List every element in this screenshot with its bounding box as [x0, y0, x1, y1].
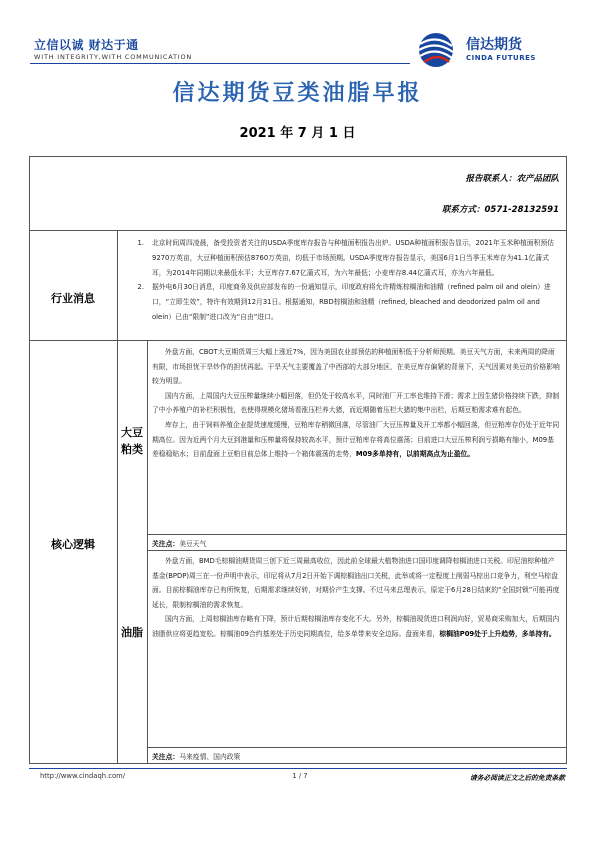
slogan-english: WITH INTEGRITY,WITH COMMUNICATION: [34, 53, 193, 61]
table-divider: [147, 534, 567, 535]
paragraph: 外盘方面，CBOT大豆期货周三大幅上涨近7%，因为美国农业部预估的种植面积低于分析师预期。美豆天气方面，未来两周的降雨有限，市场担忧干旱炒作的担忧再起。干旱天气主要覆盖了中西部的大部分地区，在美豆库存偏紧的背景下，天气因素对美豆的价格影响较为明显。: [152, 348, 560, 386]
page-number: 1 / 7: [292, 772, 308, 780]
palm-analysis: [152, 554, 560, 642]
table-divider: [147, 550, 567, 551]
table-divider: [29, 230, 567, 231]
focus-label: 关注点：: [152, 540, 180, 548]
header-divider: [30, 63, 410, 64]
table-divider: [29, 340, 567, 341]
logo-globe-icon: [412, 30, 460, 70]
soy-analysis: [152, 345, 560, 462]
company-logo: [410, 30, 570, 70]
sub-label-line: 大豆: [121, 426, 143, 439]
document-title: 信达期货豆类油脂早报: [172, 80, 423, 106]
disclaimer-note: 请务必阅读正文之后的免责条款: [469, 774, 565, 782]
paragraph: [152, 612, 560, 641]
section-label-industry-news: 行业消息: [51, 292, 95, 305]
report-contact-phone: 联系方式：0571-28132591: [441, 205, 559, 215]
slogan: 立信以诚 财达于通: [34, 38, 139, 52]
list-item: [120, 236, 558, 280]
trade-advice: 棕榈油P09处于上升趋势，多单持有。: [439, 629, 556, 638]
sub-label-line: 粕类: [121, 443, 143, 456]
paragraph-text: 库存上，由于饲料养殖企业提货速度缓慢，豆粕库存稍微回落，尽管油厂大豆压榨量及开工率都小幅回落，但豆粕库存仍处于近年同期高位。因为近两个月大豆到港量和压榨量将保持较高水平，预计豆粕库存将高位震荡；目前进口大豆压榨利润亏损略有缩小，M09基差稳稳贴水；目前盘面上豆粕目前总体上维持一个箱体震荡的走势，: [152, 420, 560, 459]
item-text: 据外电6月30日消息，印度商务及供应部发布的一份通知显示，印度政府将允许精炼棕榈油和油精（refined palm oil and olein）进口，“立即生效”，特许有效期到12月31日。根据通知，RBD棕榈油和油精（refined, bleached and deodorized palm oil and olein）已由“限制”进口改为“自由”进口。: [152, 283, 551, 321]
industry-news-list: [120, 236, 558, 325]
report-contact-person: 报告联系人：农产品团队: [465, 174, 559, 184]
footer-website-link[interactable]: http://www.cindaqh.com/: [40, 772, 126, 780]
item-number: 2.: [137, 283, 144, 292]
sub-label-soy-meal: [117, 424, 147, 458]
item-number: 1.: [137, 239, 144, 247]
table-divider: [147, 747, 567, 748]
sub-label-oils: 油脂: [121, 626, 143, 639]
focus-text: 马来疫情、国内政策: [179, 753, 241, 761]
table-divider: [147, 340, 148, 764]
trade-advice: M09多单持有，以前期高点为止盈位。: [355, 450, 475, 459]
logo-english: CINDA FUTURES: [466, 54, 536, 62]
paragraph: 国内方面，上周国内大豆压榨量继续小幅回落，但仍处于较高水平，同时油厂开工率也维持下滑；需求上因生猪价格持续下跌，抑制了中小养殖户的补栏积极性，也使得规模化猪场看涨压栏养大猪，而近期随着压栏大猪的集中出栏，后期豆粕需求难有起色。: [152, 391, 560, 415]
list-item: [120, 280, 558, 324]
section-label-core-logic: 核心逻辑: [51, 538, 95, 551]
paragraph-text: 国内方面，上周棕榈油库存略有下降，预计后期棕榈油库存变化不大。另外，棕榈油现货进口利润向好，贸易商采购加大，后期国内油脂供应将更趋宽松。棕榈油09合约基差处于历史同期高位，给多单带来安全边际。盘面来看，: [152, 615, 560, 638]
document-date: 2021 年 7 月 1 日: [239, 126, 356, 141]
footer-divider: [29, 768, 567, 769]
soy-focus: [152, 538, 206, 548]
focus-label: 关注点：: [152, 753, 180, 761]
paragraph: 外盘方面，BMD毛棕榈油期货周三创下近三周最高收位，因此前全球最大植物油进口国印度调降棕榈油进口关税。印尼油棕种植产基金(BPDP)周三在一份声明中表示，印尼将从7月2日开始下调棕榈油出口关税，此举或将一定程度上削弱马棕出口竞争力，利空马棕盘面。目前棕榈油库存已有所恢复，后期需求继续好转，对期价产生支撑。不过马来总理表示，原定于6月28日结束的“全国封锁”可能再度延长，限制棕榈油的需求恢复。: [152, 557, 560, 609]
focus-text: 美豆天气: [179, 540, 207, 548]
table-divider: [117, 230, 118, 764]
paragraph: [152, 418, 560, 462]
palm-focus: [152, 751, 240, 761]
item-text: 北京时间周四凌晨，备受投资者关注的USDA季度库存报告与种植面积报告出炉。USDA种植面积报告显示，2021年玉米种植面积预估9270万英亩，大豆种植面积预估8760万英亩，均低于市场预期。USDA季度库存报告显示，美国6月1日当季玉米库存为41.1亿蒲式耳，为2014年同期以来最低水平；大豆库存7.67亿蒲式耳，为六年最低；小麦库存8.44亿蒲式耳，亦为六年最低。: [152, 239, 555, 277]
logo-name: 信达期货: [466, 37, 522, 53]
